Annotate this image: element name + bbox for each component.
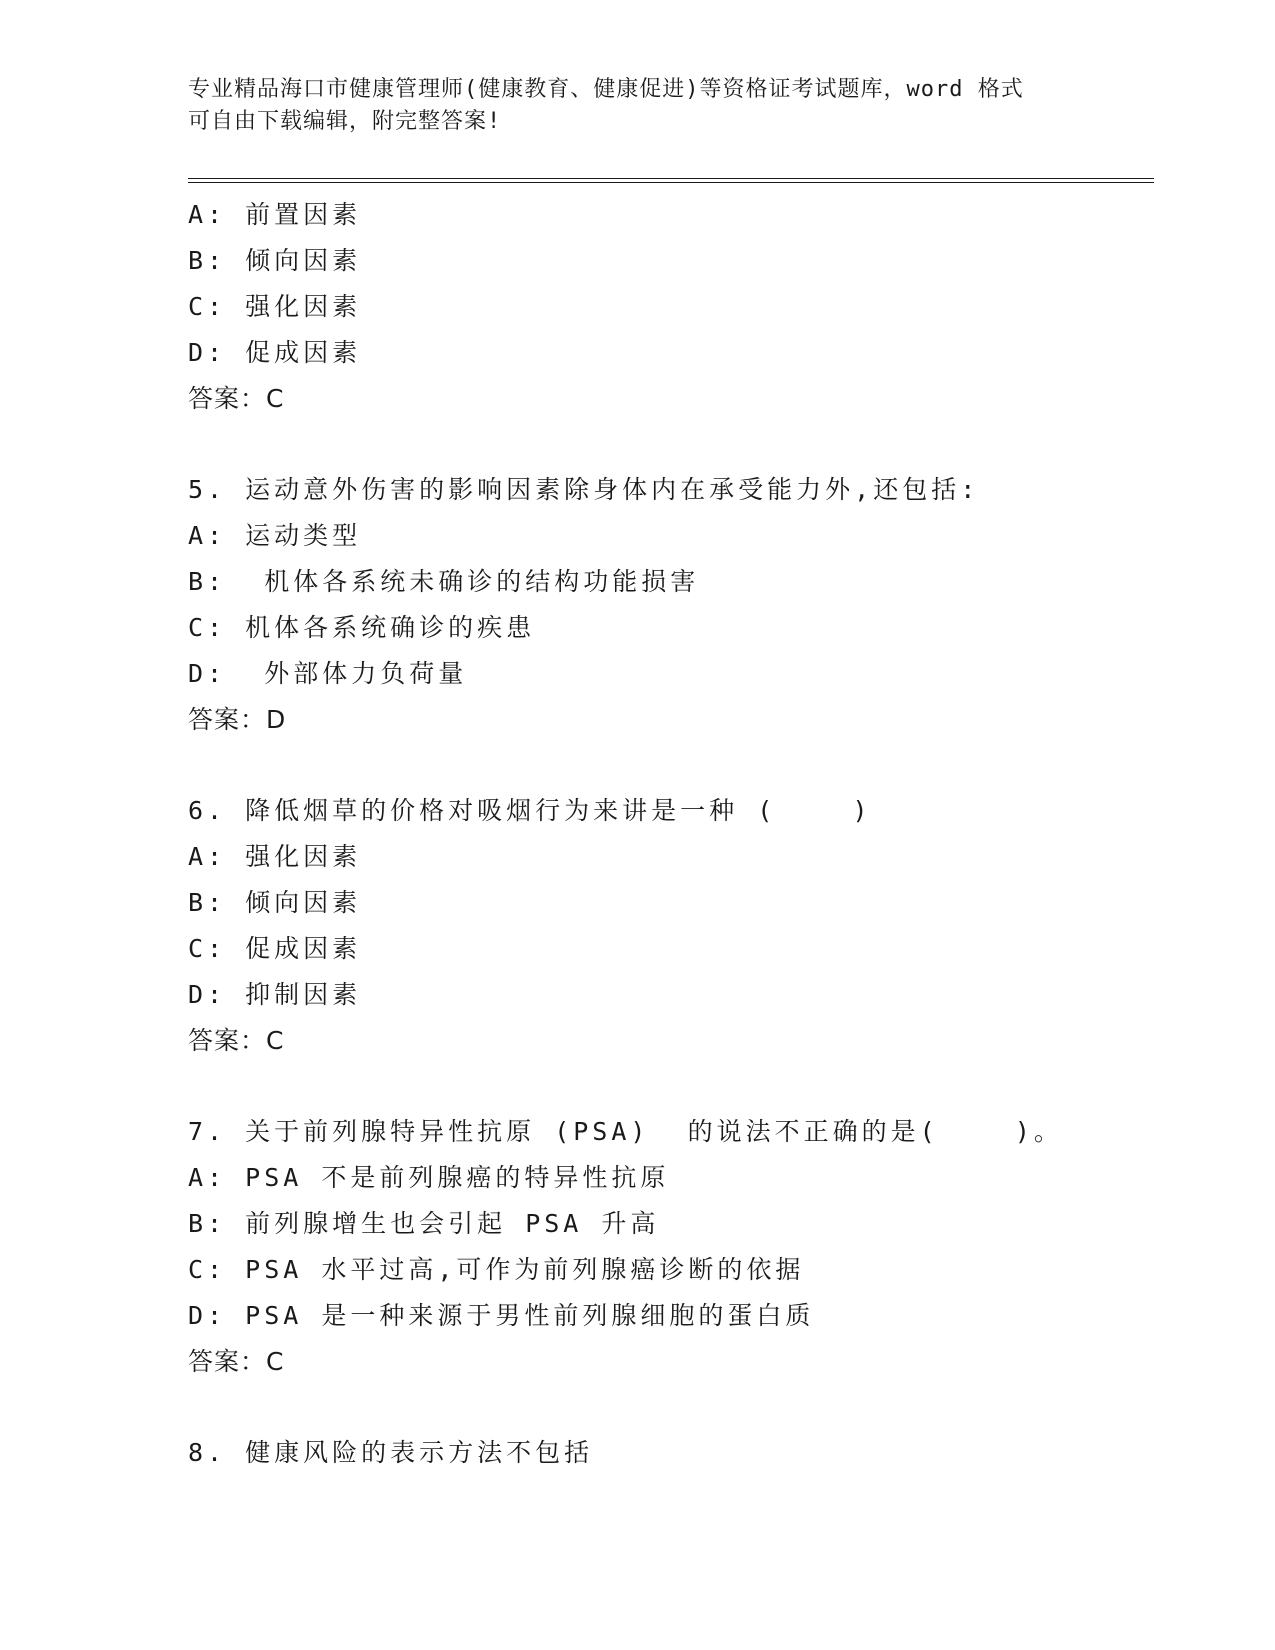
option-b: B: 倾向因素 (188, 246, 362, 275)
document-header (188, 74, 1068, 138)
spacer (188, 422, 1148, 467)
option-a: A: 运动类型 (188, 521, 362, 550)
header-line-1: 专业精品海口市健康管理师(健康教育、健康促进)等资格证考试题库，word 格式 (188, 77, 1024, 102)
answer-label: 答案：C (188, 1026, 285, 1055)
header-divider-bottom (188, 182, 1154, 183)
spacer (188, 743, 1148, 788)
question-block-5 (188, 467, 1148, 743)
header-line-2: 可自由下载编辑，附完整答案! (188, 109, 502, 134)
answer-label: 答案：C (188, 1347, 285, 1376)
answer-label: 答案：C (188, 384, 285, 413)
question-block-4 (188, 192, 1148, 422)
option-a: A: 强化因素 (188, 842, 362, 871)
option-a: A: 前置因素 (188, 200, 362, 229)
spacer (188, 1064, 1148, 1109)
option-b: B: 倾向因素 (188, 888, 362, 917)
question-text: 8. 健康风险的表示方法不包括 (188, 1438, 594, 1467)
option-b: B: 机体各系统未确诊的结构功能损害 (188, 567, 700, 596)
spacer (188, 1385, 1148, 1430)
question-block-7 (188, 1109, 1148, 1385)
header-divider-top (188, 178, 1154, 179)
option-c: C: 机体各系统确诊的疾患 (188, 613, 536, 642)
option-d: D: 促成因素 (188, 338, 362, 367)
question-text: 7. 关于前列腺特异性抗原 (PSA) 的说法不正确的是( )。 (188, 1117, 1063, 1146)
question-text: 6. 降低烟草的价格对吸烟行为来讲是一种 ( ) (188, 796, 872, 825)
option-d: D: 外部体力负荷量 (188, 659, 468, 688)
option-c: C: PSA 水平过高,可作为前列腺癌诊断的依据 (188, 1255, 805, 1284)
option-d: D: PSA 是一种来源于男性前列腺细胞的蛋白质 (188, 1301, 815, 1330)
answer-label: 答案：D (188, 705, 287, 734)
question-text: 5. 运动意外伤害的影响因素除身体内在承受能力外,还包括: (188, 475, 980, 504)
option-d: D: 抑制因素 (188, 980, 362, 1009)
option-a: A: PSA 不是前列腺癌的特异性抗原 (188, 1163, 670, 1192)
option-b: B: 前列腺增生也会引起 PSA 升高 (188, 1209, 660, 1238)
question-list (188, 192, 1148, 1476)
option-c: C: 促成因素 (188, 934, 362, 963)
question-block-8 (188, 1430, 1148, 1476)
question-block-6 (188, 788, 1148, 1064)
option-c: C: 强化因素 (188, 292, 362, 321)
